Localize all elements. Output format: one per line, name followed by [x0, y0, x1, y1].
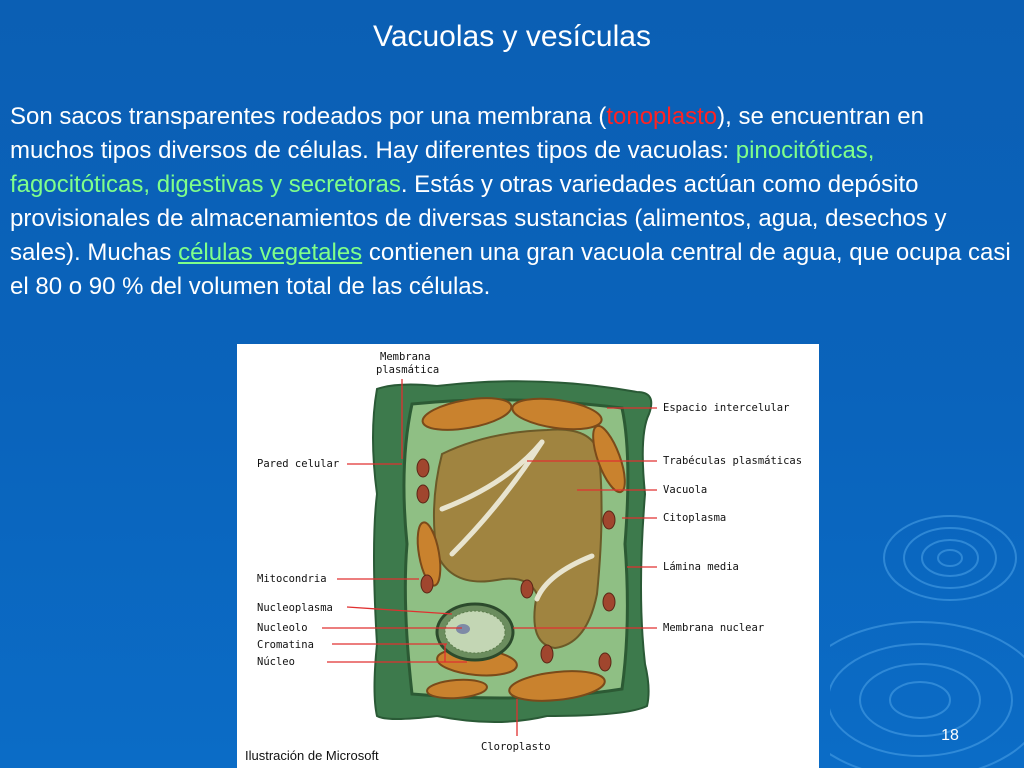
body-paragraph: [10, 100, 1014, 304]
celulas-vegetales-link[interactable]: células vegetales: [178, 239, 363, 266]
page-number: 18: [941, 727, 959, 744]
label-membrana-plasmatica-2: plasmática: [376, 364, 440, 376]
label-vacuola: Vacuola: [663, 484, 708, 496]
label-nucleolo: Nucleolo: [257, 622, 308, 634]
label-espacio-intercelular: Espacio intercelular: [663, 402, 790, 414]
text-part-4: contienen una gran vacuola central de agua, que ocupa casi el 80 o 90 % del volumen total de las células.: [10, 239, 1011, 300]
text-part-1: Son sacos transparentes rodeados por una membrana (: [10, 103, 607, 130]
label-cloroplasto: Cloroplasto: [481, 741, 551, 753]
label-cromatina: Cromatina: [257, 639, 314, 651]
label-pared-celular: Pared celular: [257, 458, 340, 470]
label-membrana-plasmatica: Membrana: [380, 351, 431, 363]
text-part-3: . Estás y otras variedades actúan como depósito provisionales de almacenamientos de diversas sustancias (alimentos, agua, desechos y sales). Muchas: [10, 171, 947, 266]
label-membrana-nuclear: Membrana nuclear: [663, 622, 765, 634]
text-part-2: ), se encuentran en muchos tipos diversos de células. Hay diferentes tipos de vacuolas:: [10, 103, 924, 164]
label-citoplasma: Citoplasma: [663, 512, 727, 524]
label-mitocondria: Mitocondria: [257, 573, 327, 585]
slide-title: Vacuolas y vesículas: [373, 20, 651, 53]
figure-credit: Ilustración de Microsoft: [245, 748, 379, 763]
cell-diagram: [237, 344, 819, 768]
label-nucleo: Núcleo: [257, 656, 295, 668]
label-nucleoplasma: Nucleoplasma: [257, 602, 333, 614]
nucleus: [437, 604, 513, 660]
tonoplasto-term: tonoplasto: [606, 103, 718, 130]
vacuole-types: pinocitóticas, fagocitóticas, digestivas y secretoras: [10, 137, 875, 198]
label-trabeculas: Trabéculas plasmáticas: [663, 455, 803, 467]
label-lamina-media: Lámina media: [663, 561, 739, 573]
ripple-decoration: [830, 500, 1024, 768]
